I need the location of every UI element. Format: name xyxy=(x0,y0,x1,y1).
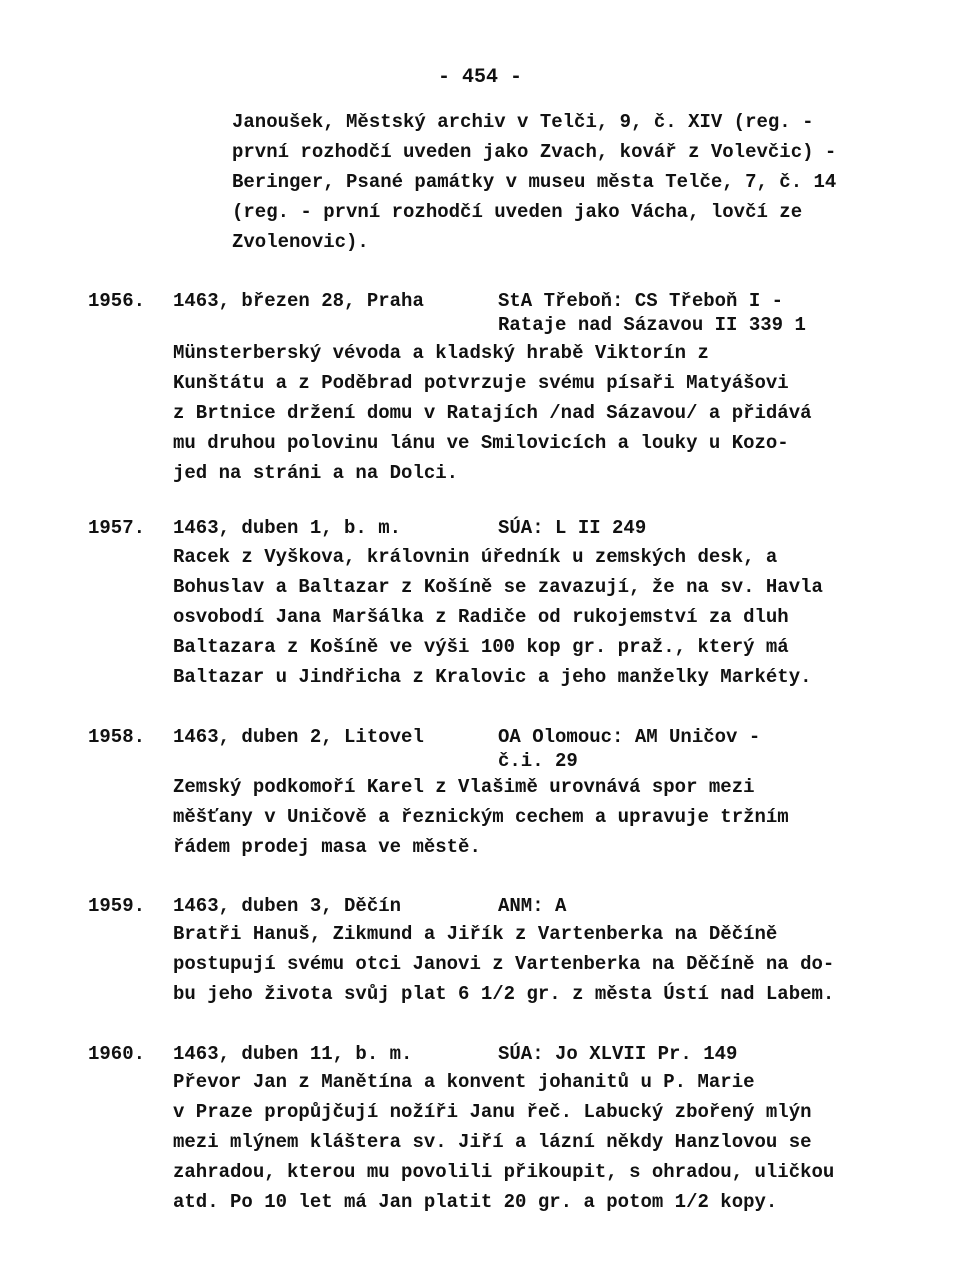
entry-source xyxy=(498,1042,828,1066)
text-line: první rozhodčí uveden jako Zvach, kovář z Volevčic) - xyxy=(232,141,837,163)
source-line: č.i. 29 xyxy=(498,750,578,772)
entry-number: 1960. xyxy=(88,1043,146,1065)
source-line: OA Olomouc: AM Uničov - xyxy=(498,726,761,748)
text-line: postupují svému otci Janovi z Vartenberka na Děčíně na do- xyxy=(173,953,835,975)
entry-source xyxy=(498,894,828,918)
text-line: Zemský podkomoří Karel z Vlašimě urovnává spor mezi xyxy=(173,776,755,798)
entry-text xyxy=(173,1067,893,1217)
entry-source xyxy=(498,516,828,540)
text-line: osvobodí Jana Maršálka z Radiče od rukojemství za dluh xyxy=(173,606,789,628)
text-line: bu jeho života svůj plat 6 1/2 gr. z města Ústí nad Labem. xyxy=(173,983,835,1005)
text-line: Převor Jan z Manětína a konvent johanitů u P. Marie xyxy=(173,1071,755,1093)
entry-date: 1463, duben 3, Děčín xyxy=(173,895,402,917)
entry-source xyxy=(498,289,828,337)
page-number: - 454 - xyxy=(437,66,522,89)
entry-source xyxy=(498,725,828,773)
text-line: Baltazara z Košíně ve výši 100 kop gr. praž., který má xyxy=(173,636,789,658)
text-line: mu druhou polovinu lánu ve Smilovicích a louky u Kozo- xyxy=(173,432,789,454)
entry-date: 1463, duben 11, b. m. xyxy=(173,1043,413,1065)
text-line: Kunštátu a z Poděbrad potvrzuje svému písaři Matyášovi xyxy=(173,372,789,394)
text-line: (reg. - první rozhodčí uveden jako Vácha, lovčí ze xyxy=(232,201,803,223)
text-line: Janoušek, Městský archiv v Telči, 9, č. XIV (reg. - xyxy=(232,111,814,133)
entry-date: 1463, duben 1, b. m. xyxy=(173,517,402,539)
text-line: Bratři Hanuš, Zikmund a Jiřík z Vartenberka na Děčíně xyxy=(173,923,778,945)
text-line: Baltazar u Jindřicha z Kralovic a jeho manželky Markéty. xyxy=(173,666,812,688)
entry-number: 1957. xyxy=(88,517,146,539)
text-line: z Brtnice držení domu v Ratajích /nad Sázavou/ a přidává xyxy=(173,402,812,424)
text-line: zahradou, kterou mu povolili přikoupit, s ohradou, uličkou xyxy=(173,1161,835,1183)
text-line: Bohuslav a Baltazar z Košíně se zavazují, že na sv. Havla xyxy=(173,576,823,598)
source-line: StA Třeboň: CS Třeboň I - xyxy=(498,290,784,312)
text-line: mezi mlýnem kláštera sv. Jiří a lázní někdy Hanzlovou se xyxy=(173,1131,812,1153)
entry-text xyxy=(173,338,893,488)
text-line: v Praze propůjčují nožíři Janu řeč. Labucký zbořený mlýn xyxy=(173,1101,812,1123)
source-line: ANM: A xyxy=(498,895,567,917)
entry-text xyxy=(173,772,893,862)
text-line: řádem prodej masa ve městě. xyxy=(173,836,481,858)
source-line: SÚA: L II 249 xyxy=(498,517,647,539)
entry-number: 1958. xyxy=(88,726,146,748)
text-line: jed na stráni a na Dolci. xyxy=(173,462,459,484)
text-line: Münsterberský vévoda a kladský hrabě Viktorín z xyxy=(173,342,709,364)
text-line: měšťany v Uničově a řeznickým cechem a upravuje tržním xyxy=(173,806,789,828)
continuation-paragraph xyxy=(232,107,892,257)
entry-number: 1959. xyxy=(88,895,146,917)
text-line: Zvolenovic). xyxy=(232,231,369,253)
entry-text xyxy=(173,919,893,1009)
entry-number: 1956. xyxy=(88,290,146,312)
source-line: SÚA: Jo XLVII Pr. 149 xyxy=(498,1043,738,1065)
source-line: Rataje nad Sázavou II 339 1 xyxy=(498,314,806,336)
entry-date: 1463, duben 2, Litovel xyxy=(173,726,424,748)
text-line: atd. Po 10 let má Jan platit 20 gr. a potom 1/2 kopy. xyxy=(173,1191,778,1213)
entry-date: 1463, březen 28, Praha xyxy=(173,290,424,312)
entry-text xyxy=(173,542,893,692)
text-line: Beringer, Psané památky v museu města Telče, 7, č. 14 xyxy=(232,171,837,193)
text-line: Racek z Vyškova, královnin úředník u zemských desk, a xyxy=(173,546,778,568)
